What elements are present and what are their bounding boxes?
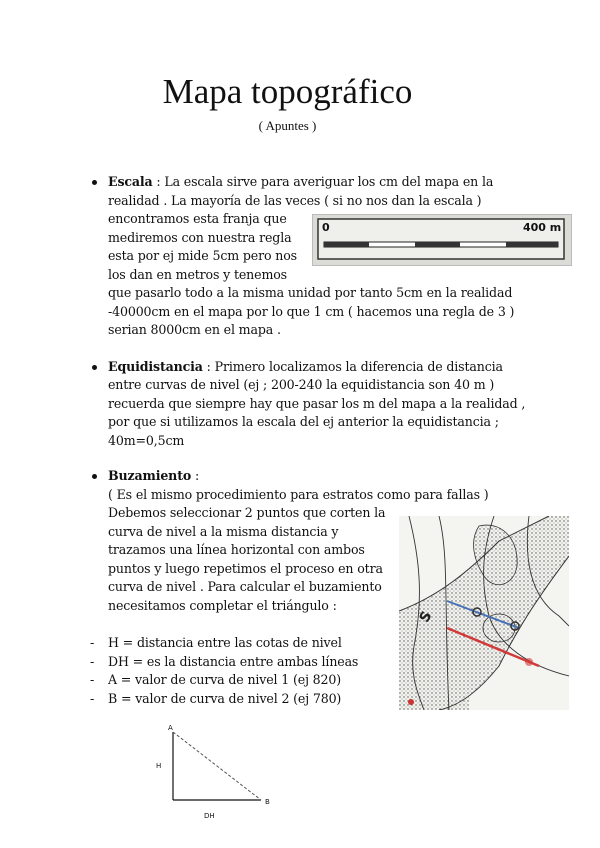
triangle-label-a: A	[168, 724, 173, 732]
escala-line: los dan en metros y tenemos	[108, 267, 287, 282]
page-subtitle: ( Apuntes )	[258, 118, 317, 133]
escala-line: Escala : La escala sirve para averiguar los cm del mapa en la	[108, 174, 494, 189]
list-dash: -	[90, 691, 95, 706]
scale-bar-start: 0	[322, 221, 330, 234]
escala-line: que pasarlo todo a la misma unidad por tanto 5cm en la realidad	[108, 285, 513, 300]
scale-bar-image	[312, 214, 572, 266]
geologic-map-image	[399, 516, 569, 710]
map-label: S	[416, 608, 436, 626]
list-dash: -	[90, 635, 95, 650]
buzamiento-line: Buzamiento :	[108, 468, 200, 483]
list-item: A = valor de curva de nivel 1 (ej 820)	[108, 672, 342, 687]
escala-line: realidad . La mayoría de las veces ( si no nos dan la escala )	[108, 193, 482, 208]
escala-line: esta por ej mide 5cm pero nos	[108, 248, 297, 263]
bullet-icon	[92, 365, 97, 370]
equidistancia-line: por que si utilizamos la escala del ej anterior la equidistancia ;	[108, 414, 499, 429]
escala-line: serian 8000cm en el mapa .	[108, 322, 281, 337]
equidistancia-line: 40m=0,5cm	[108, 433, 185, 448]
escala-line: -40000cm en el mapa por lo que 1 cm ( hacemos una regla de 3 )	[108, 304, 515, 319]
list-item: B = valor de curva de nivel 2 (ej 780)	[108, 691, 342, 706]
escala-line: encontramos esta franja que	[108, 211, 287, 226]
escala-line: mediremos con nuestra regla	[108, 230, 292, 245]
scale-bar-end: 400 m	[523, 221, 562, 234]
bullet-icon	[92, 180, 97, 185]
triangle-label-b: B	[265, 798, 270, 806]
buzamiento-line: necesitamos completar el triángulo :	[108, 598, 337, 613]
list-dash: -	[90, 672, 95, 687]
buzamiento-line: puntos y luego repetimos el proceso en otra	[108, 561, 383, 576]
buzamiento-line: Debemos seleccionar 2 puntos que corten la	[108, 505, 386, 520]
equidistancia-line: recuerda que siempre hay que pasar los m del mapa a la realidad ,	[108, 396, 526, 411]
buzamiento-line: curva de nivel a la misma distancia y	[108, 524, 339, 539]
escala-term: Escala	[108, 174, 153, 189]
list-dash: -	[90, 654, 95, 669]
equidistancia-line: entre curvas de nivel (ej ; 200-240 la equidistancia son 40 m )	[108, 377, 495, 392]
equidistancia-line: Equidistancia : Primero localizamos la diferencia de distancia	[108, 359, 503, 374]
page-title: Mapa topográfico	[162, 72, 413, 111]
buzamiento-line: ( Es el mismo procedimiento para estratos como para fallas )	[108, 487, 489, 502]
triangle-label-h: H	[156, 762, 162, 770]
triangle-label-dh: DH	[204, 812, 215, 820]
equidistancia-term: Equidistancia	[108, 359, 203, 374]
buzamiento-term: Buzamiento	[108, 468, 192, 483]
list-item: DH = es la distancia entre ambas líneas	[108, 654, 359, 669]
buzamiento-line: curva de nivel . Para calcular el buzamiento	[108, 579, 382, 594]
triangle-hypotenuse	[173, 732, 261, 800]
bullet-icon	[92, 474, 97, 479]
triangle-diagram	[150, 722, 280, 822]
buzamiento-line: trazamos una línea horizontal con ambos	[108, 542, 365, 557]
list-item: H = distancia entre las cotas de nivel	[108, 635, 342, 650]
